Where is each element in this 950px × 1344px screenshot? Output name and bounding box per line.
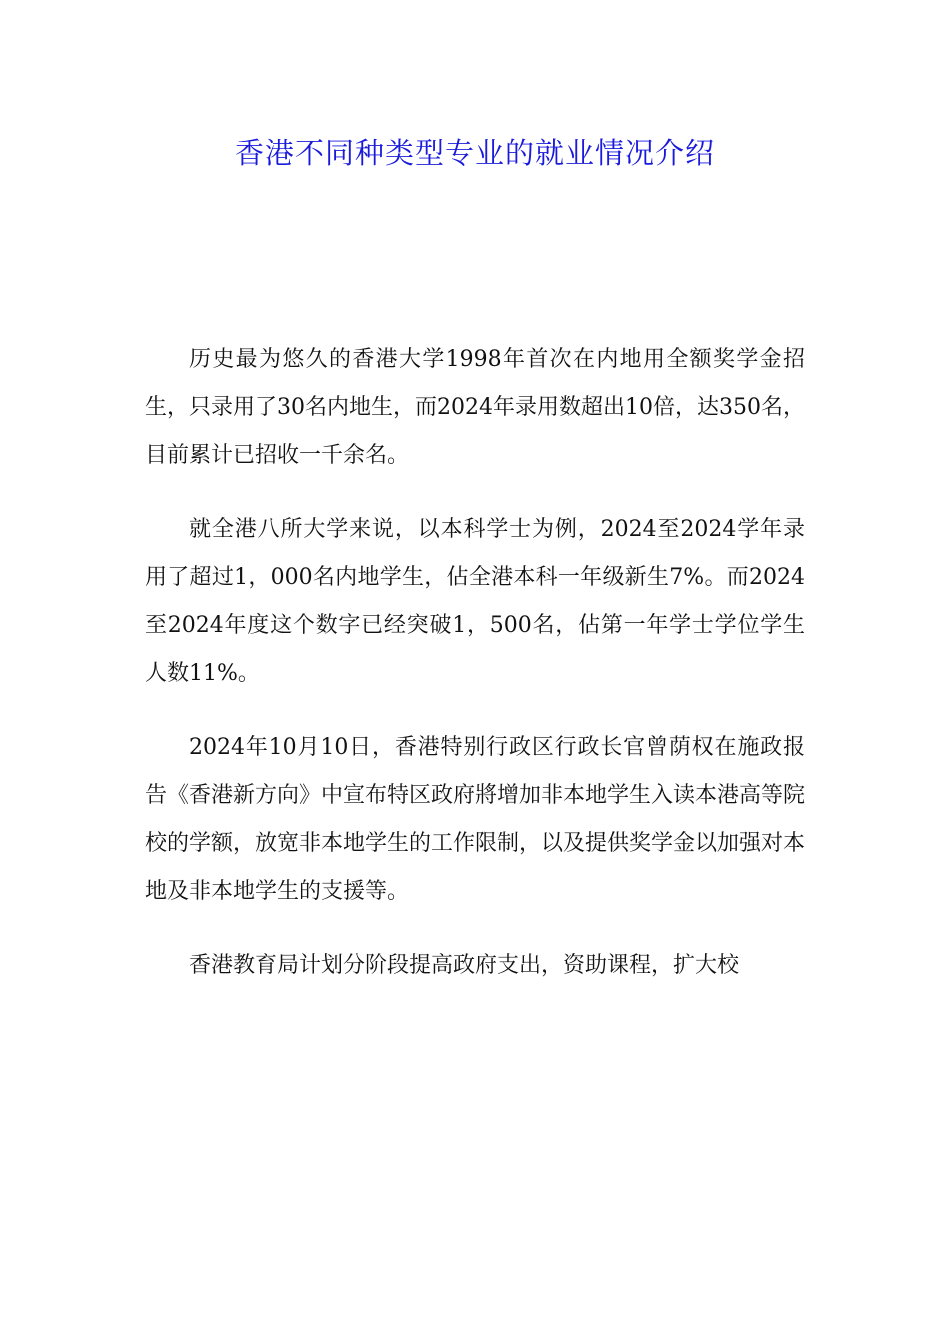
document-title: 香港不同种类型专业的就业情况介绍 [234, 136, 715, 170]
paragraph-2: 就全港八所大学来说，以本科学士为例，2024至2024学年录用了超过1，000名内地学生，佔全港本科一年级新生7%。而2024至2024年度这个数字已经突破1，500名，佔第一年学士学位学生人数11%。 [145, 517, 805, 686]
paragraph-4: 香港教育局计划分阶段提高政府支出，资助课程，扩大校 [189, 953, 740, 978]
paragraph-3: 2024年10月10日，香港特别行政区行政长官曾荫权在施政报告《香港新方向》中宣布特区政府將增加非本地学生入读本港高等院校的学额，放宽非本地学生的工作限制，以及提供奖学金以加强对本地及非本地学生的支援等。 [145, 735, 806, 904]
paragraph-1: 历史最为悠久的香港大学1998年首次在内地用全额奖学金招生，只录用了30名内地生，而2024年录用数超出10倍，达350名，目前累计已招收一千余名。 [145, 347, 805, 468]
document-body [145, 336, 805, 1016]
